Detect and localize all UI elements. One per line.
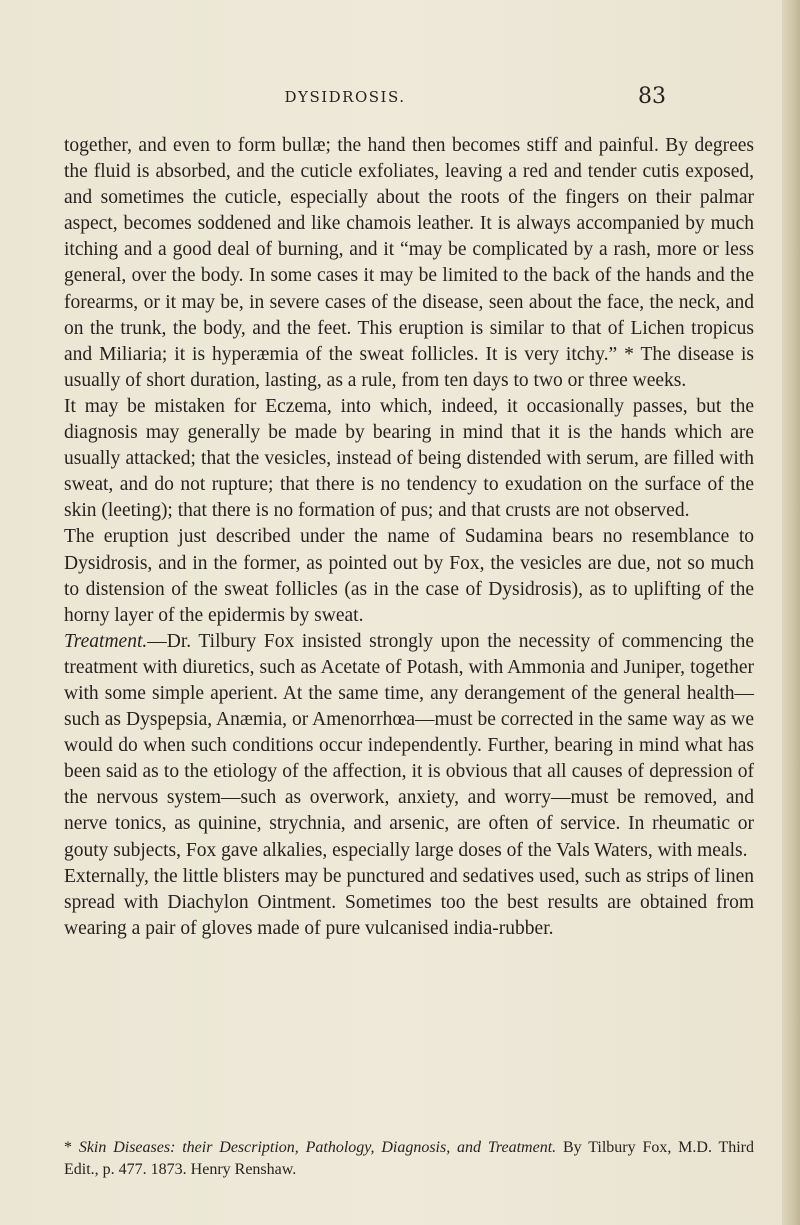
paragraph-3: The eruption just described under the name of Sudamina bears no resemblance to Dysidrosis, and in the former, as pointed out by Fox, the vesicles are due, not so much to distension of the sweat follicles (as in the case of Dysidrosis), as to uplifting of the horny layer of the epidermis by sweat.: [64, 526, 754, 626]
paragraph-treatment: [64, 629, 754, 864]
paragraph-externally: Externally, the little blisters may be punctured and sedatives used, such as strips of linen spread with Diachylon Ointment. Sometimes too the best results are obtained from wearing a pair of gloves made of pure vulcanised india-rubber.: [64, 865, 754, 939]
treatment-text: —Dr. Tilbury Fox insisted strongly upon the necessity of commencing the treatment with diuretics, such as Acetate of Potash, with Ammonia and Juniper, together with some simple aperient. At the same time, any derangement of the general health—such as Dyspepsia, Anæmia, or Amenorrhœa—must be corrected in the same way as we would do when such conditions occur independently. Further, bearing in mind what has been said as to the etiology of the affection, it is obvious that all causes of depression of the nervous system—such as overwork, anxiety, and worry—must be removed, and nerve tonics, as quinine, strychnia, and arsenic, are often of service. In rheumatic or gouty subjects, Fox gave alkalies, especially large doses of the Vals Waters, with meals.: [64, 630, 754, 861]
paragraph-2: It may be mistaken for Eczema, into which, indeed, it occasionally passes, but the diagnosis may generally be made by bearing in mind that it is the hands which are usually attacked; that the vesicles, instead of being distended with serum, are filled with sweat, and do not rupture; that there is no tendency to exudation on the surface of the skin (leeting); that there is no formation of pus; and that crusts are not observed.: [64, 395, 754, 522]
body-text: [64, 133, 754, 942]
page-number: 83: [638, 84, 666, 109]
running-title: DYSIDROSIS.: [284, 88, 406, 106]
footnote: [64, 1137, 754, 1181]
page-header: [0, 84, 800, 114]
footnote-title: Skin Diseases: their Description, Pathology, Diagnosis, and Treatment.: [78, 1139, 557, 1156]
footnote-rest: By Tilbury Fox, M.D. Third Edit., p. 477. 1873. Henry Renshaw.: [64, 1139, 755, 1178]
footnote-marker: *: [64, 1139, 79, 1156]
page-edge: [782, 0, 800, 1225]
paragraph-1: together, and even to form bullæ; the hand then becomes stiff and painful. By degrees the fluid is absorbed, and the cuticle exfoliates, leaving a red and tender cutis exposed, and sometimes the cuticle, especially about the roots of the fingers on their palmar aspect, becomes soddened and like chamois leather. It is always accompanied by much itching and a good deal of burning, and it “may be complicated by a rash, more or less general, over the body. In some cases it may be limited to the back of the hands and the forearms, or it may be, in severe cases of the disease, seen about the face, the neck, and on the trunk, the body, and the feet. This eruption is similar to that of Lichen tropicus and Miliaria; it is hyperæmia of the sweat follicles. It is very itchy.” * The disease is usually of short duration, lasting, as a rule, from ten days to two or three weeks.: [64, 135, 754, 391]
treatment-heading: Treatment.: [64, 630, 148, 652]
